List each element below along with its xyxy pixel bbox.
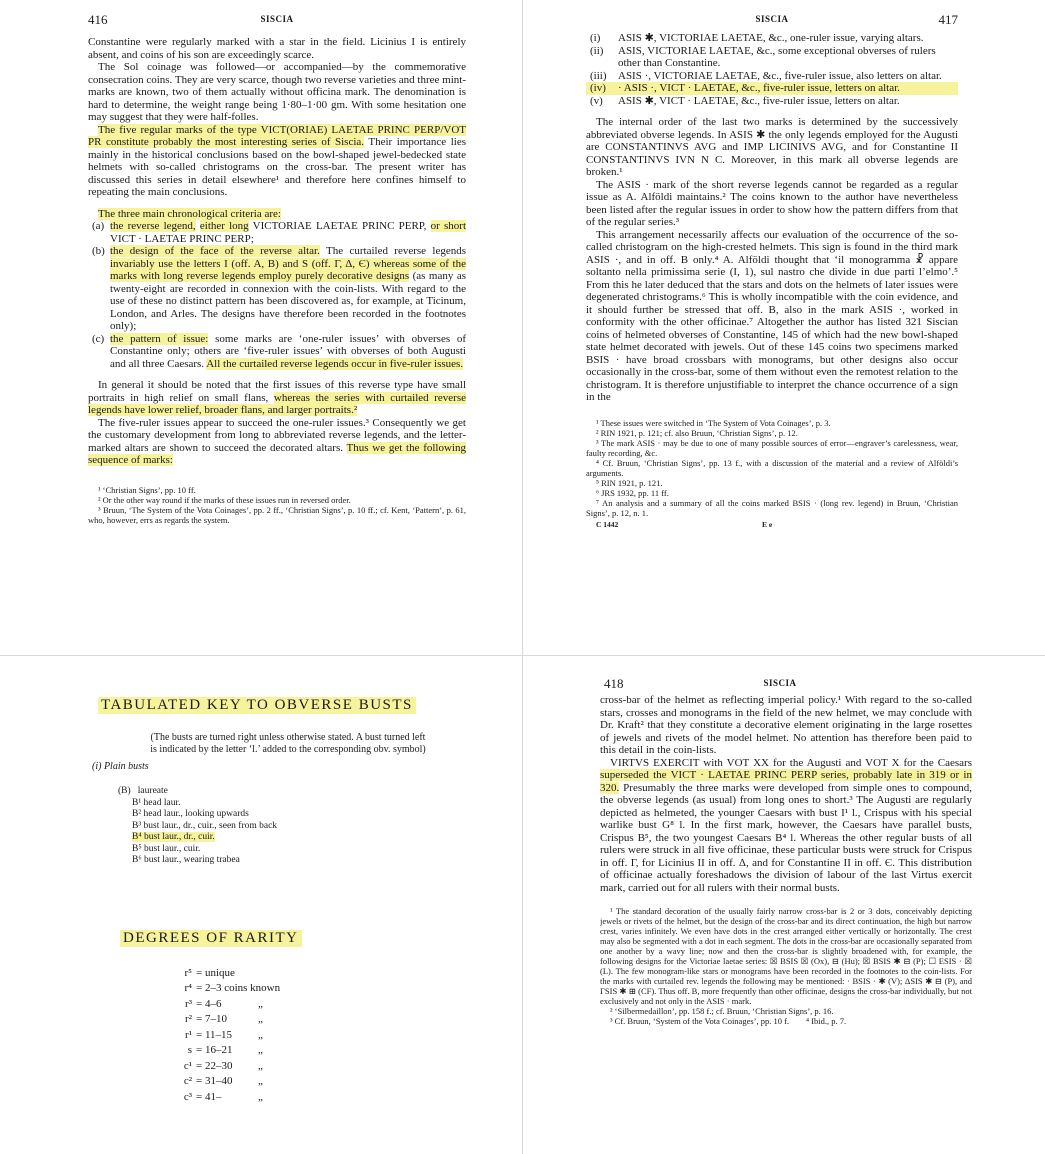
rarity-symbol: r²	[185, 1013, 192, 1025]
section-title: TABULATED KEY TO OBVERSE BUSTS	[98, 697, 416, 714]
page-number: 417	[938, 12, 958, 27]
footnote: ¹ These issues were switched in ‘The System of Vota Coinages’, p. 3.	[596, 417, 831, 428]
ditto-mark: „	[258, 1059, 263, 1072]
paragraph: The five-ruler issues appear to succeed the one-ruler issues.³ Consequently we get the customary development from long to abbreviated reverse legends, and the letter-marked altars are shown to succeed the decorated altars. Thus we get the following sequence of marks:	[88, 416, 466, 466]
running-head: SISCIA	[763, 678, 797, 688]
paragraph: The five regular marks of the type VICT(ORIAE) LAETAE PRINC PERP/VOT PR constitute probably the most interesting series of Siscia. Their importance lies mainly in the historical conclusions based on the bowl-shaped jewel-bedecked state helmets with so-called christograms on the cross-bar. The present writer has discussed this series in detail elsewhere¹ and therefore here confines himself to repeating the main conclusions.	[88, 123, 466, 198]
obverse-key-page	[88, 690, 468, 1154]
mark-item-highlighted: (iv) · ASIS ·, VICT · LAETAE, &c., five-ruler issue, letters on altar.	[586, 82, 958, 95]
rarity-list	[170, 967, 468, 1107]
rarity-value: = 7–10	[196, 1013, 227, 1025]
signature-mark: C 1442	[596, 519, 619, 529]
bust-group: (B) laureate	[118, 786, 168, 796]
mark-item: (v) ASIS ✱, VICT · LAETAE, &c., five-ruler issue, letters on altar.	[590, 94, 900, 107]
page-416	[88, 6, 466, 642]
footnotes	[88, 485, 466, 525]
bust-list	[118, 786, 468, 867]
gathering-mark: E e	[762, 519, 773, 529]
mark-item: (iii) ASIS ·, VICTORIAE LAETAE, &c., five-ruler issue, also letters on altar.	[590, 69, 942, 82]
horizontal-divider	[0, 655, 1045, 656]
rarity-row	[170, 967, 468, 983]
rarity-value: = 31–40	[196, 1075, 233, 1087]
footnote: ³ The mark ASIS · may be due to one of many possible sources of error—engraver’s carelessness, wear, faulty recording, &c.	[586, 437, 958, 458]
running-head: SISCIA	[260, 14, 294, 24]
bust-item: B² head laur., looking upwards	[132, 809, 249, 819]
paragraph: Constantine were regularly marked with a star in the field. Licinius I is entirely absent, and coins of his son are exceedingly scarce.	[88, 36, 466, 61]
ditto-mark: „	[258, 997, 263, 1010]
page-header	[600, 670, 980, 692]
criterion-a: (a) the reverse legend, either long VICTORIAE LAETAE PRINC PERP, or short VICT · LAETAE PRINC PERP;	[92, 220, 466, 245]
rarity-value: = 11–15	[196, 1028, 233, 1041]
footnote: ² Or the other way round if the marks of these issues run in reversed order.	[98, 494, 351, 505]
ditto-mark: „	[258, 1044, 263, 1056]
highlight: The three main chronological criteria are:	[98, 207, 281, 220]
page-418	[600, 670, 980, 1154]
highlight: superseded the VICT · LAETAE PRINC PERP series, probably late in 319 or in 320.	[600, 769, 972, 794]
paragraph: cross-bar of the helmet as reflecting imperial policy.¹ With regard to the so-called stars, crosses and monograms in the field of the new helmet, we may conclude with Dr. Kraft² that they constitute a decorative element originating in the large rosettes of jewels and rivets of the model helmet. No attention has therefore been paid to this detail in the coin-lists.	[600, 694, 972, 756]
section-title: DEGREES OF RARITY	[120, 930, 302, 947]
footnote: ⁴ Cf. Bruun, ‘Christian Signs’, pp. 13 f., with a discussion of the material and a review of Alföldi’s arguments.	[586, 457, 958, 478]
paragraph: VIRTVS EXERCIT with VOT XX for the Augusti and VOT X for the Caesars superseded the VICT · LAETAE PRINC PERP series, probably late in 319 or in 320. Presumably the three marks were developed from simple ones to compound, the obverse legends (as usual) from long ones to short.³ The Augusti are regularly depicted as helmeted, the younger Caesars with bust I¹ l., Crispus with his special warlike bust G⁸ l. In the first mark, however, the Caesars have parallel busts, Crispus B⁵, the two youngest Caesars B⁴ l. Whereas the other regular busts of all rulers were struck in all five officinae, these particular busts were struck for Crispus in off. Γ, for Licinius II in off. Δ, and for Constantine II in off. Є. This distribution of officinae actually foreshadows the division of labour of the last Virtus exercit mark, carried out for all rulers with their normal busts.	[600, 756, 972, 894]
signature-line	[586, 520, 958, 532]
footnote: ⁵ RIN 1921, p. 121.	[596, 477, 663, 488]
vertical-divider	[522, 0, 523, 1154]
highlight: the design of the face of the reverse altar.	[110, 245, 320, 257]
mark-item: (ii) ASIS, VICTORIAE LAETAE, &c., some exceptional obverses of rulers other than Constantine.	[590, 44, 936, 69]
ditto-mark: „	[258, 1090, 263, 1103]
highlight: The five regular marks of the type VICT(ORIAE) LAETAE PRINC PERP/VOT PR constitute probably the most interesting series of Siscia.	[88, 123, 466, 148]
rarity-symbol: c³	[183, 1090, 192, 1103]
rarity-value: = 2–3 coins known	[196, 982, 281, 994]
page-header	[88, 6, 466, 28]
rarity-row	[170, 1044, 468, 1060]
page-number: 416	[88, 12, 108, 27]
plain-busts-label: (i) Plain busts	[92, 761, 149, 772]
bust-item: B¹ head laur.	[132, 797, 181, 808]
footnote: ⁷ An analysis and a summary of all the coins marked BSIS · (long rev. legend) in Bruun, ‘Christian Signs’, p. 12, n. 1.	[586, 497, 958, 518]
rarity-symbol: r⁵	[184, 966, 192, 979]
footnote: ⁶ JRS 1932, pp. 11 ff.	[596, 487, 669, 498]
highlight: either long	[199, 220, 249, 232]
rarity-row	[170, 1060, 468, 1076]
highlight: the reverse legend,	[110, 220, 196, 232]
ditto-mark: „	[258, 1013, 263, 1025]
criterion-b: (b) the design of the face of the reverse altar. The curtailed reverse legends invariably use the letters I (off. A, B) and S (off. Γ, Δ, Є) whereas some of the marks with long reverse legends employ purely decorative designs (as many as twenty-eight are recorded in connexion with the coin-lists. With regard to the use of these no distinct pattern has been discovered as, for example, at Ticinum, London, and Arles. The designs have therefore been recorded in the footnotes only);	[92, 245, 466, 332]
criteria-list	[88, 220, 466, 370]
rarity-symbol: r⁴	[184, 982, 192, 994]
footnotes	[600, 906, 972, 1026]
rarity-value: = unique	[196, 966, 235, 979]
running-head: SISCIA	[755, 14, 789, 24]
highlight: Thus we get the following sequence of marks:	[88, 441, 466, 466]
highlight: B⁴ bust laur., dr., cuir.	[132, 832, 215, 842]
rarity-row	[170, 1091, 468, 1107]
footnote: ² ‘Silbermedaillon’, pp. 158 f.; cf. Bruun, ‘Christian Signs’, p. 16.	[610, 1006, 834, 1016]
bust-item: B⁵ bust laur., cuir.	[132, 843, 201, 854]
mark-item: (i) ASIS ✱, VICTORIAE LAETAE, &c., one-ruler issue, varying altars.	[590, 32, 924, 44]
highlight: invariably use the letters I (off. A, B) and S (off. Γ, Δ, Є) whereas some of the marks with long reverse legends employ purely decorative designs	[110, 257, 466, 282]
rarity-symbol: c²	[183, 1075, 192, 1087]
highlight: whereas the series with curtailed reverse legends have lower relief, broader flans, and larger portraits.²	[88, 391, 466, 416]
bust-item: B⁶ bust laur., wearing trabea	[132, 855, 240, 865]
rarity-row	[170, 1075, 468, 1091]
rarity-symbol: r¹	[185, 1028, 192, 1041]
rarity-row	[170, 1013, 468, 1029]
footnote: ¹ The standard decoration of the usually fairly narrow cross-bar is 2 or 3 dots, conceivably depicting jewels or rivets of the helmet, but the design of the cross-bar and its direct continuation, the high but narrow crest, varies infinitely. We even have dots in the crest arranged either vertically or horizontally. The crest may also be segmented with a dot in each segment. The dots in the cross-bar are occasionally separated from one another by a wavy line; now and then the cross-bar is slightly broadened with, for example, the following designs for the Victoriae laetae series: ☒ BSIS ☒ (Ox), ⊟ (Hu); ☒ BSIS ✱ ⊟ (P); ☐ ESIS · ☒ (L). The few monogram-like stars or monograms have been recorded in the footnotes to the coin-lists. For the marks with curtailed rev. legends the following may be mentioned: · BSIS · ✱ (V); ΔSIS ✱ ⊟ (P), and ΓSIS ✱ ⊞ (CF). Thus off. B, more frequently than other officinae, designs the cross-bar individually, but not exclusively and not only in the ASIS · mark.	[600, 906, 972, 1006]
marks-list	[586, 32, 958, 107]
rarity-row	[170, 1029, 468, 1045]
highlight: or short	[430, 220, 466, 232]
key-note: (The busts are turned right unless otherwise stated. A bust turned left is indicated by the letter ‘l.’ added to the corresponding obv. symbol)	[150, 732, 426, 755]
rarity-symbol: r³	[185, 997, 192, 1010]
bust-item	[132, 832, 468, 844]
footnote: ¹ ‘Christian Signs’, pp. 10 ff.	[98, 484, 196, 495]
rarity-symbol: s	[187, 1044, 192, 1056]
footnotes	[586, 418, 958, 518]
paragraph: The ASIS · mark of the short reverse legends cannot be regarded as a regular issue as A. Alföldi maintains.² The coins known to the author have nevertheless been listed after the regular issues in order to show how the pattern differs from that of the regular series.³	[586, 178, 958, 228]
highlight: the pattern of issue:	[110, 332, 209, 345]
rarity-value: = 16–21	[196, 1044, 233, 1056]
page-header	[586, 6, 958, 28]
ditto-mark: „	[258, 1075, 263, 1087]
footnote: ² RIN 1921, p. 121; cf. also Bruun, ‘Christian Signs’, p. 12.	[596, 427, 798, 438]
criterion-c: (c) the pattern of issue: some marks are ‘one-ruler issues’ with obverses of Constantine only; others are ‘five-ruler issues’ with obverses of both Augusti and all three Caesars. All the curtailed reverse legends occur in five-ruler issues.	[92, 332, 466, 370]
rarity-value: = 41–	[196, 1090, 222, 1103]
rarity-row	[170, 998, 468, 1014]
page-number: 418	[604, 676, 624, 691]
rarity-row	[170, 982, 468, 998]
paragraph: The internal order of the last two marks is determined by the successively abbreviated obverse legends. In ASIS ✱ the only legends employed for the Augusti are CONSTANTINVS AVG and IMP LICINIVS AVG, and for Constantine II CONSTANTINVS IVN N C. Moreover, in this mark all obverse legends are broken.¹	[586, 116, 958, 178]
rarity-value: = 22–30	[196, 1059, 233, 1072]
paragraph: In general it should be noted that the first issues of this reverse type have small portraits in high relief on small flans, whereas the series with curtailed reverse legends have lower relief, broader flans, and larger portraits.²	[88, 379, 466, 416]
rarity-symbol: c¹	[183, 1059, 192, 1072]
bust-item: B³ bust laur., dr., cuir., seen from back	[132, 820, 278, 831]
rarity-value: = 4–6	[196, 997, 222, 1010]
highlight: All the curtailed reverse legends occur in five-ruler issues.	[206, 357, 464, 370]
paragraph: This arrangement necessarily affects our evaluation of the occurrence of the so-called christogram on the high-crested helmets. This sign is found in the third mark ASIS ·, and in off. B only.⁴ A. Alföldi thought that ‘il monogramma ☧ appare soltanto nella primissima serie (I, 1), sul nastro che divide in due parti l’elmo’.⁵ From this he later deduced that the stars and dots on the helmets of later issues were degenerated christograms.⁶ This is wholly incompatible with the coin evidence, and it should further be stressed that off. B, also in the mark ASIS ·, worked in conformity with the other officinae.⁷ Altogether the author has listed 321 Siscian coins of helmeted obverses of Constantine, 145 of which had the new bowl-shaped state helmet decorated with jewels. Out of these 145 coins two specimens marked BSIS · have broad crossbars with monograms, but other designs also occur occasionally in the cross-bar, some of them without even the remotest relation to the christogram. It is therefore unjustifiable to interpret the chance occurrence of a sign in the	[586, 228, 958, 403]
paragraph: The Sol coinage was followed—or accompanied—by the commemorative consecration coins. They are very scarce, though two reverse varieties and three mint-marks are known, two of them actually without officina mark. The denomination is hard to determine, the weight range being 1·80–1·00 gm. With some hesitation one may suggest that they were half-folles.	[88, 61, 466, 123]
footnote: ³ Bruun, ‘The System of the Vota Coinages’, pp. 2 ff., ‘Christian Signs’, p. 10 ff.; cf. Kent, ‘Pattern’, p. 61, who, however, errs as regards the system.	[88, 504, 466, 525]
ditto-mark: „	[258, 1028, 263, 1041]
footnote: ³ Cf. Bruun, ‘System of the Vota Coinages’, pp. 10 f. ⁴ Ibid., p. 7.	[610, 1016, 847, 1026]
page-417	[586, 6, 958, 624]
criteria-intro	[88, 208, 466, 221]
